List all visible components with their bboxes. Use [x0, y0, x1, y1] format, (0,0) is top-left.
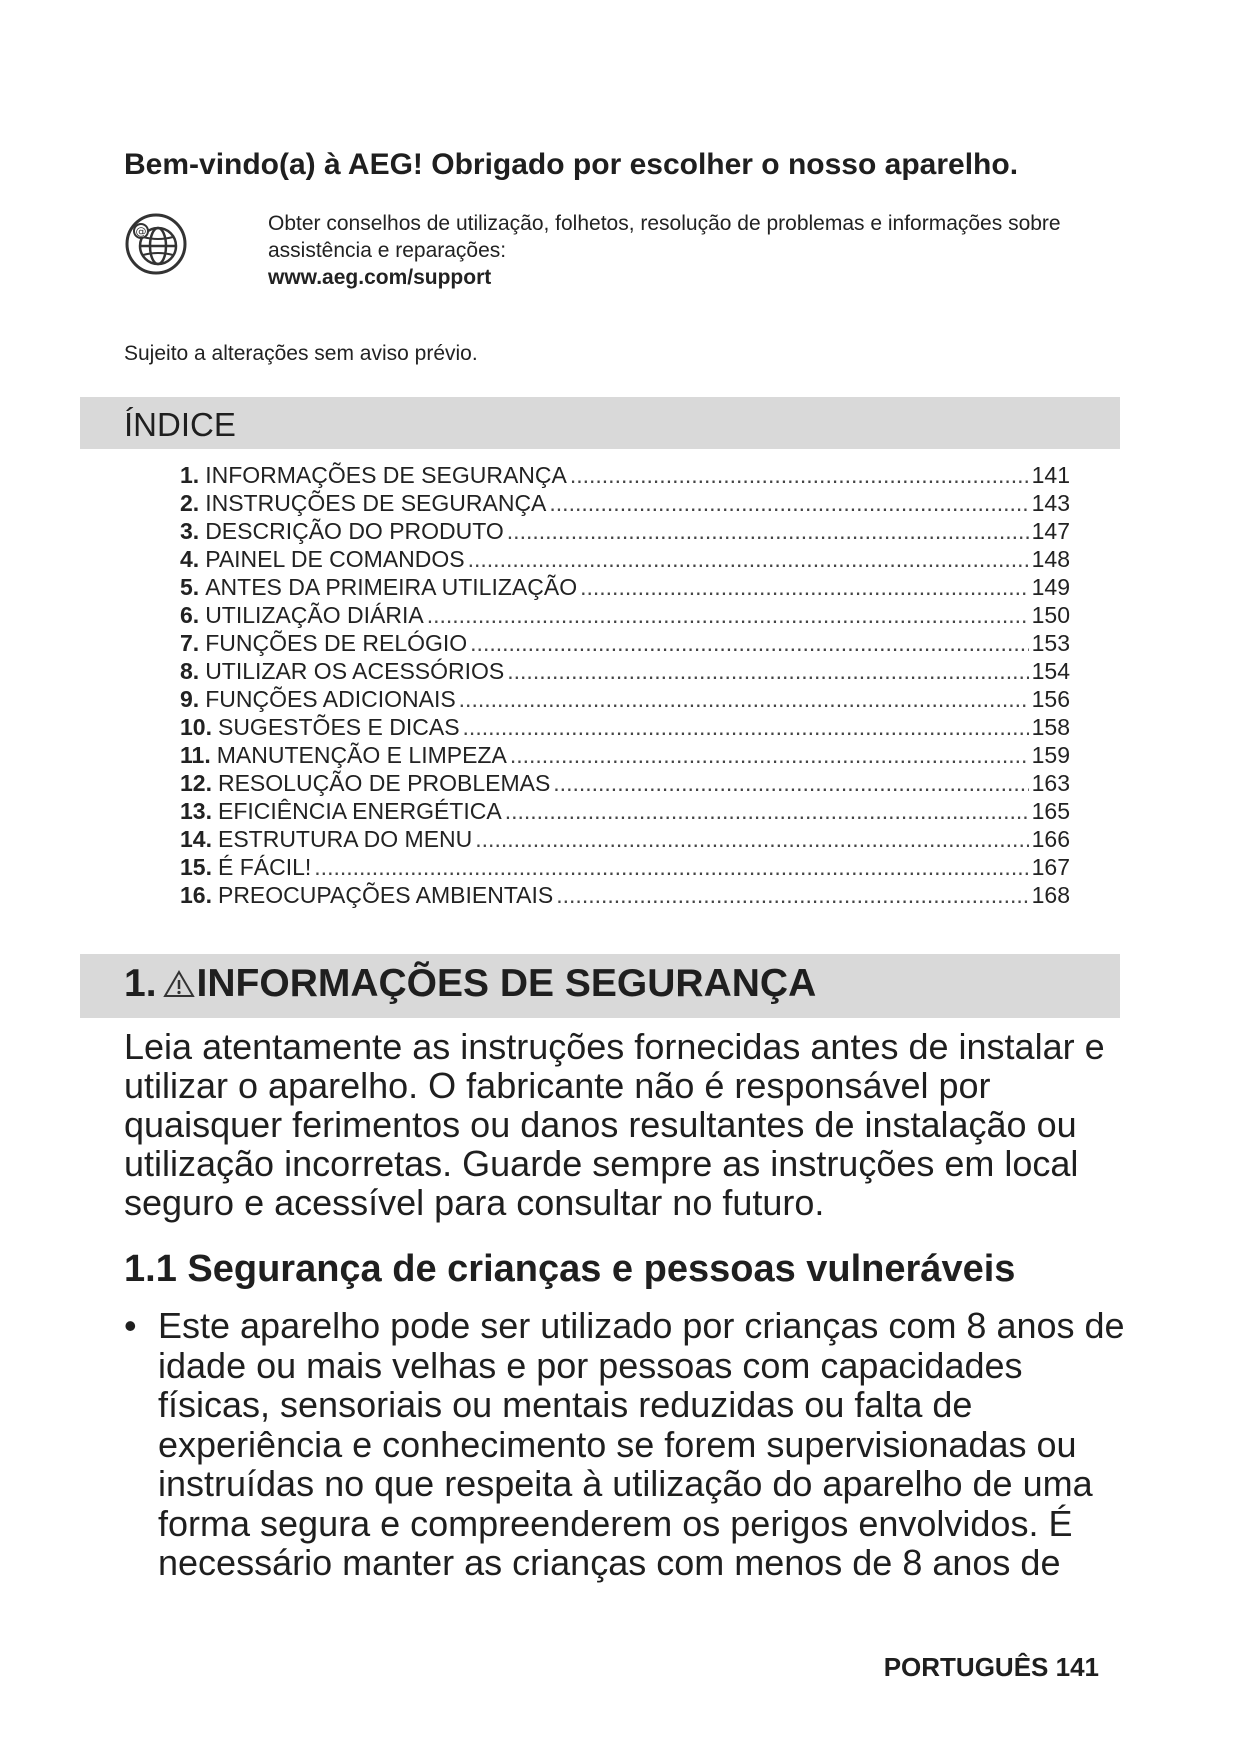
toc-leader-dots [580, 573, 1029, 601]
toc-item[interactable] [180, 657, 1070, 685]
support-text: Obter conselhos de utilização, folhetos, resolução de problemas e informações sobre assistência e reparações: [268, 212, 1061, 262]
toc-leader-dots [553, 769, 1028, 797]
toc-item-label: EFICIÊNCIA ENERGÉTICA [217, 798, 502, 824]
index-title: ÍNDICE [124, 406, 236, 443]
intro-paragraph: Leia atentamente as instruções fornecidas antes de instalar e utilizar o aparelho. O fabricante não é responsável por quaisquer ferimentos ou danos resultantes de instalação ou utilização incorretas. Guarde sempre as instruções em local seguro e acessível para consultar no futuro. [124, 1026, 1105, 1223]
toc-leader-dots [470, 629, 1028, 657]
toc-item[interactable] [180, 685, 1070, 713]
toc-item-number: 4. [180, 546, 200, 572]
toc-item-page: 159 [1031, 742, 1070, 768]
toc-item[interactable] [180, 713, 1070, 741]
support-info [268, 210, 1128, 291]
toc-item-number: 10. [180, 714, 212, 740]
toc-item-label: MANUTENÇÃO E LIMPEZA [216, 742, 507, 768]
toc-item-page: 166 [1031, 826, 1070, 852]
toc-leader-dots [510, 741, 1029, 769]
support-link[interactable]: www.aeg.com/support [268, 266, 492, 289]
toc-item-label: FUNÇÕES DE RELÓGIO [205, 630, 468, 656]
index-header [80, 397, 1120, 449]
toc-item[interactable] [180, 629, 1070, 657]
toc-item-page: 153 [1031, 630, 1070, 656]
toc-item-label: SUGESTÕES E DICAS [217, 714, 460, 740]
toc-item-label: INFORMAÇÕES DE SEGURANÇA [205, 462, 567, 488]
toc-item-label: É FÁCIL! [217, 854, 312, 880]
toc-item-number: 5. [180, 574, 200, 600]
toc-item-page: 147 [1031, 518, 1070, 544]
toc-item-page: 158 [1031, 714, 1070, 740]
toc-item[interactable] [180, 741, 1070, 769]
toc-item[interactable] [180, 881, 1070, 909]
toc-item-number: 3. [180, 518, 200, 544]
toc-item-number: 9. [180, 686, 200, 712]
section-title: INFORMAÇÕES DE SEGURANÇA [196, 962, 817, 1005]
svg-text:@: @ [135, 225, 147, 238]
toc-leader-dots [549, 489, 1028, 517]
toc-item-number: 1. [180, 462, 200, 488]
toc-item-label: INSTRUÇÕES DE SEGURANÇA [205, 490, 547, 516]
toc-item-label: DESCRIÇÃO DO PRODUTO [205, 518, 504, 544]
toc-item-page: 143 [1031, 490, 1070, 516]
toc-item-label: UTILIZAÇÃO DIÁRIA [205, 602, 424, 628]
toc-item[interactable] [180, 797, 1070, 825]
toc-item-number: 15. [180, 854, 212, 880]
toc-item-label: UTILIZAR OS ACESSÓRIOS [205, 658, 505, 684]
toc-item[interactable] [180, 573, 1070, 601]
toc-item[interactable] [180, 825, 1070, 853]
toc-item-label: ANTES DA PRIMEIRA UTILIZAÇÃO [205, 574, 578, 600]
toc-item-page: 150 [1031, 602, 1070, 628]
notice-text: Sujeito a alterações sem aviso prévio. [124, 342, 478, 365]
toc-item-number: 6. [180, 602, 200, 628]
toc-leader-dots [556, 881, 1028, 909]
toc-leader-dots [468, 545, 1029, 573]
toc-leader-dots [475, 825, 1028, 853]
section-header [80, 954, 1120, 1018]
bullet-item [124, 1306, 1134, 1583]
toc-item-page: 156 [1031, 686, 1070, 712]
table-of-contents [180, 461, 1070, 909]
bullet-mark: • [124, 1305, 137, 1346]
toc-item-page: 168 [1031, 882, 1070, 908]
page-footer: PORTUGUÊS 141 [883, 1652, 1099, 1682]
warning-triangle-icon [163, 970, 195, 998]
toc-item-page: 165 [1031, 798, 1070, 824]
toc-item-label: RESOLUÇÃO DE PROBLEMAS [217, 770, 551, 796]
toc-item-number: 8. [180, 658, 200, 684]
globe-at-icon [124, 212, 188, 276]
toc-item-page: 163 [1031, 770, 1070, 796]
toc-item[interactable] [180, 769, 1070, 797]
toc-leader-dots [570, 461, 1029, 489]
toc-item-number: 13. [180, 798, 212, 824]
toc-leader-dots [463, 713, 1029, 741]
toc-item[interactable] [180, 461, 1070, 489]
bullet-text: Este aparelho pode ser utilizado por crianças com 8 anos de idade ou mais velhas e por pessoas com capacidades físicas, sensoriais ou mentais reduzidas ou falta de experiência e conhecimento se forem supervisionadas ou instruídas no que respeita à utilização do aparelho de uma forma segura e compreenderem os perigos envolvidos. É necessário manter as crianças com menos de 8 anos de [158, 1305, 1125, 1583]
toc-item-number: 7. [180, 630, 200, 656]
toc-item[interactable] [180, 545, 1070, 573]
toc-item-page: 167 [1031, 854, 1070, 880]
toc-leader-dots [505, 797, 1029, 825]
toc-item[interactable] [180, 489, 1070, 517]
toc-item-label: FUNÇÕES ADICIONAIS [205, 686, 456, 712]
toc-leader-dots [507, 517, 1029, 545]
toc-item-page: 154 [1031, 658, 1070, 684]
toc-item-number: 2. [180, 490, 200, 516]
toc-leader-dots [459, 685, 1029, 713]
toc-leader-dots [427, 601, 1029, 629]
toc-item-page: 148 [1031, 546, 1070, 572]
toc-item-page: 141 [1031, 462, 1070, 488]
toc-item-number: 11. [180, 742, 211, 768]
toc-item-label: PREOCUPAÇÕES AMBIENTAIS [217, 882, 554, 908]
section-number: 1. [124, 962, 157, 1005]
toc-leader-dots [507, 657, 1028, 685]
toc-item[interactable] [180, 601, 1070, 629]
toc-item-label: PAINEL DE COMANDOS [205, 546, 465, 572]
toc-item-number: 12. [180, 770, 212, 796]
toc-item[interactable] [180, 853, 1070, 881]
subsection-title: 1.1 Segurança de crianças e pessoas vulneráveis [124, 1248, 1016, 1290]
welcome-heading: Bem-vindo(a) à AEG! Obrigado por escolher o nosso aparelho. [124, 148, 1019, 181]
toc-item-number: 16. [180, 882, 212, 908]
toc-item-label: ESTRUTURA DO MENU [217, 826, 473, 852]
toc-item-page: 149 [1031, 574, 1070, 600]
toc-item-number: 14. [180, 826, 212, 852]
toc-leader-dots [314, 853, 1028, 881]
toc-item[interactable] [180, 517, 1070, 545]
